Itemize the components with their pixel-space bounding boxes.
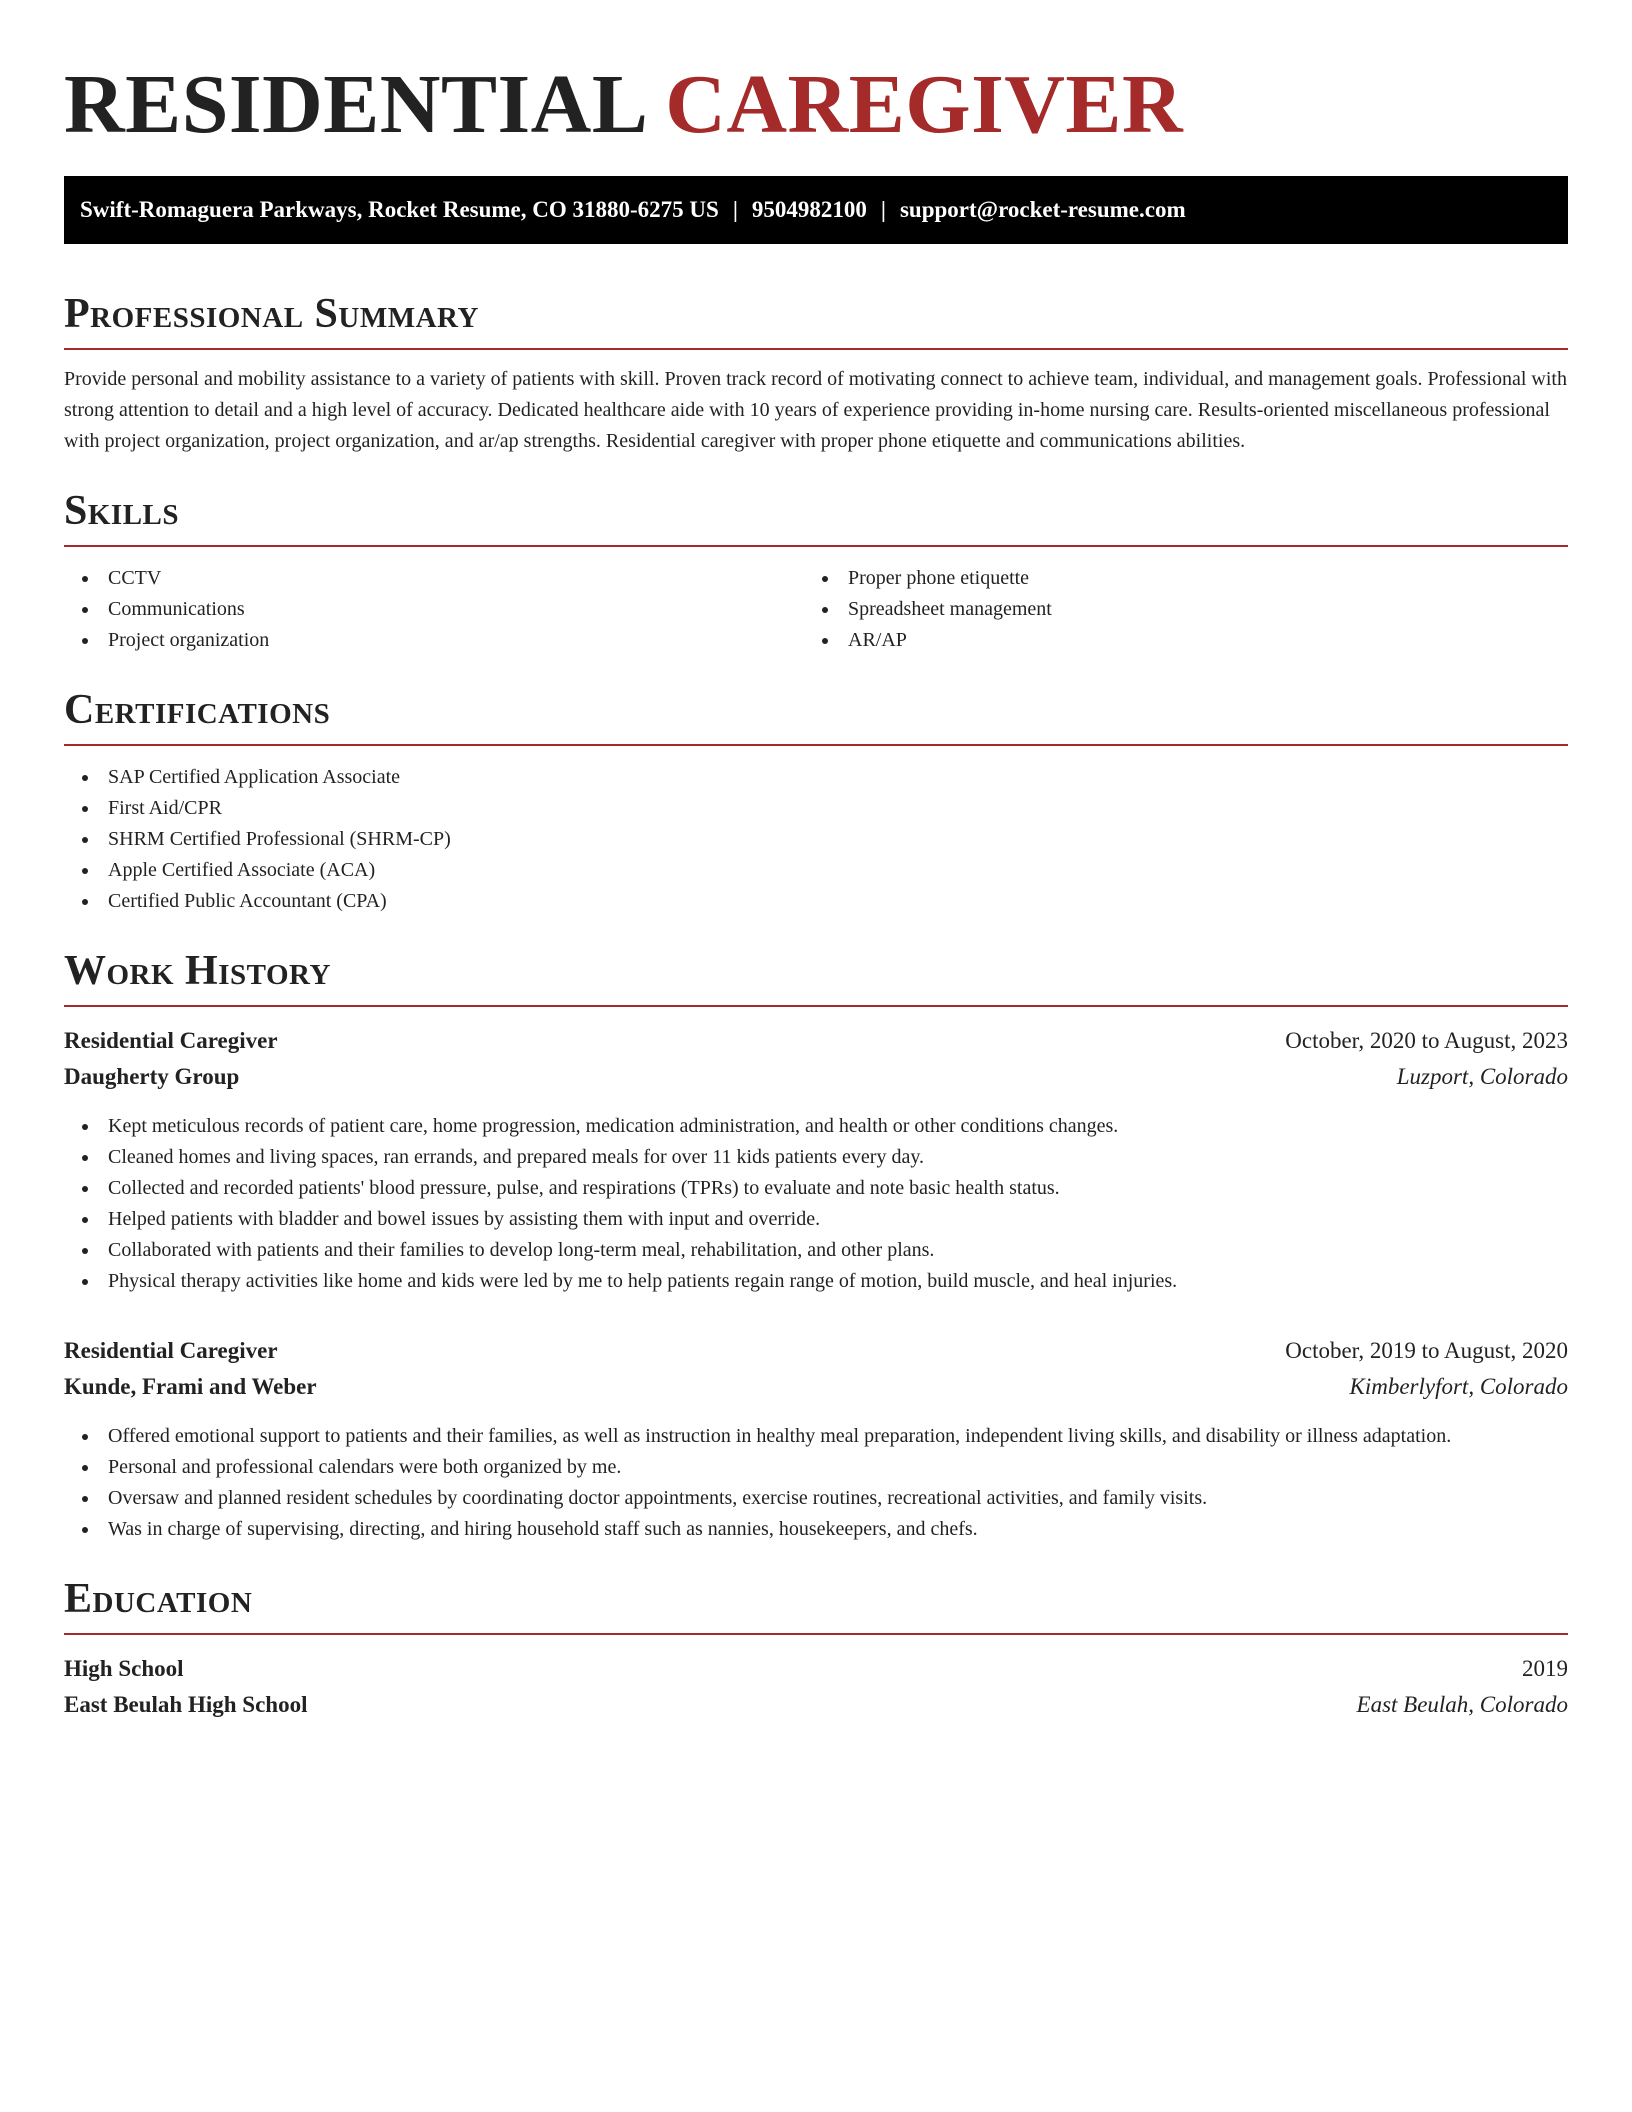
certification-item: Apple Certified Associate (ACA) — [64, 855, 1568, 886]
education-year: 2019 — [1522, 1656, 1568, 1681]
job-location: Kimberlyfort, Colorado — [1349, 1374, 1568, 1399]
skill-item: AR/AP — [804, 625, 1544, 656]
education-entry — [64, 1651, 1568, 1723]
contact-phone: 9504982100 — [751, 197, 867, 222]
job-duty: Helped patients with bladder and bowel issues by assisting them with input and override. — [64, 1204, 1568, 1235]
job-entry — [64, 1333, 1568, 1545]
job-company-row — [64, 1369, 1568, 1405]
skills-columns — [64, 547, 1568, 656]
skill-item: Spreadsheet management — [804, 594, 1544, 625]
certification-item: Certified Public Accountant (CPA) — [64, 886, 1568, 917]
work-history-section — [64, 947, 1568, 1545]
job-header-row — [64, 1333, 1568, 1369]
section-divider — [64, 1005, 1568, 1007]
job-duties-list — [64, 1111, 1568, 1297]
summary-text: Provide personal and mobility assistance to a variety of patients with skill. Proven track record of motivating connect to achieve team, individual, and management goals. Professional with strong attention to detail and a high level of accuracy. Dedicated healthcare aide with 10 years of experience providing in-home nursing care. Results-oriented miscellaneous professional with project organization, project organization, and ar/ap strengths. Residential caregiver with proper phone etiquette and communications abilities. — [64, 368, 1567, 452]
education-school: East Beulah High School — [64, 1692, 308, 1717]
job-duty: Cleaned homes and living spaces, ran errands, and prepared meals for over 11 kids patients every day. — [64, 1142, 1568, 1173]
certification-item: First Aid/CPR — [64, 793, 1568, 824]
job-duty: Physical therapy activities like home and kids were led by me to help patients regain range of motion, build muscle, and heal injuries. — [64, 1266, 1568, 1297]
education-header-row — [64, 1651, 1568, 1687]
skill-item: CCTV — [64, 563, 804, 594]
job-duty: Kept meticulous records of patient care, home progression, medication administration, and health or other conditions changes. — [64, 1111, 1568, 1142]
certification-item: SHRM Certified Professional (SHRM-CP) — [64, 824, 1568, 855]
job-duty: Oversaw and planned resident schedules by coordinating doctor appointments, exercise routines, recreational activities, and family visits. — [64, 1483, 1568, 1514]
skills-list-left — [64, 563, 804, 656]
certifications-section — [64, 686, 1568, 917]
education-degree: High School — [64, 1656, 184, 1681]
job-company: Kunde, Frami and Weber — [64, 1374, 317, 1399]
summary-section — [64, 290, 1568, 457]
name-last: CAREGIVER — [665, 58, 1184, 151]
section-title-skills: Skills — [64, 488, 180, 534]
job-duty: Personal and professional calendars were both organized by me. — [64, 1452, 1568, 1483]
job-location: Luzport, Colorado — [1396, 1064, 1568, 1089]
section-title-work-history: Work History — [64, 948, 331, 994]
job-title: Residential Caregiver — [64, 1338, 278, 1363]
contact-separator: | — [732, 197, 738, 222]
job-duty: Collaborated with patients and their families to develop long-term meal, rehabilitation, and other plans. — [64, 1235, 1568, 1266]
section-divider — [64, 744, 1568, 746]
job-title: Residential Caregiver — [64, 1028, 278, 1053]
job-header-row — [64, 1023, 1568, 1059]
skill-item: Proper phone etiquette — [804, 563, 1544, 594]
section-title-certifications: Certifications — [64, 687, 331, 733]
education-location: East Beulah, Colorado — [1356, 1692, 1568, 1717]
certification-item: SAP Certified Application Associate — [64, 762, 1568, 793]
contact-email: support@rocket-resume.com — [899, 197, 1186, 222]
job-dates: October, 2020 to August, 2023 — [1285, 1028, 1568, 1053]
contact-address: Swift-Romaguera Parkways, Rocket Resume, CO 31880-6275 US — [80, 197, 719, 222]
name-first: RESIDENTIAL — [64, 58, 644, 151]
job-duties-list — [64, 1421, 1568, 1545]
job-duty: Collected and recorded patients' blood pressure, pulse, and respirations (TPRs) to evaluate and note basic health status. — [64, 1173, 1568, 1204]
skill-item: Project organization — [64, 625, 804, 656]
job-dates: October, 2019 to August, 2020 — [1285, 1338, 1568, 1363]
job-duty: Was in charge of supervising, directing, and hiring household staff such as nannies, housekeepers, and chefs. — [64, 1514, 1568, 1545]
section-title-education: Education — [64, 1576, 253, 1622]
skills-section — [64, 487, 1568, 656]
job-company: Daugherty Group — [64, 1064, 240, 1089]
education-section — [64, 1575, 1568, 1723]
job-company-row — [64, 1059, 1568, 1095]
section-divider — [64, 348, 1568, 350]
skill-item: Communications — [64, 594, 804, 625]
job-duty: Offered emotional support to patients and their families, as well as instruction in healthy meal preparation, independent living skills, and disability or illness adaptation. — [64, 1421, 1568, 1452]
skills-list-right — [804, 563, 1544, 656]
job-entry — [64, 1023, 1568, 1297]
resume-page — [64, 0, 1568, 1723]
education-school-row — [64, 1687, 1568, 1723]
candidate-name — [64, 60, 1568, 150]
certifications-list — [64, 762, 1568, 917]
contact-bar — [64, 176, 1568, 244]
contact-separator: | — [880, 197, 886, 222]
section-divider — [64, 1633, 1568, 1635]
section-title-summary: Professional Summary — [64, 291, 479, 337]
